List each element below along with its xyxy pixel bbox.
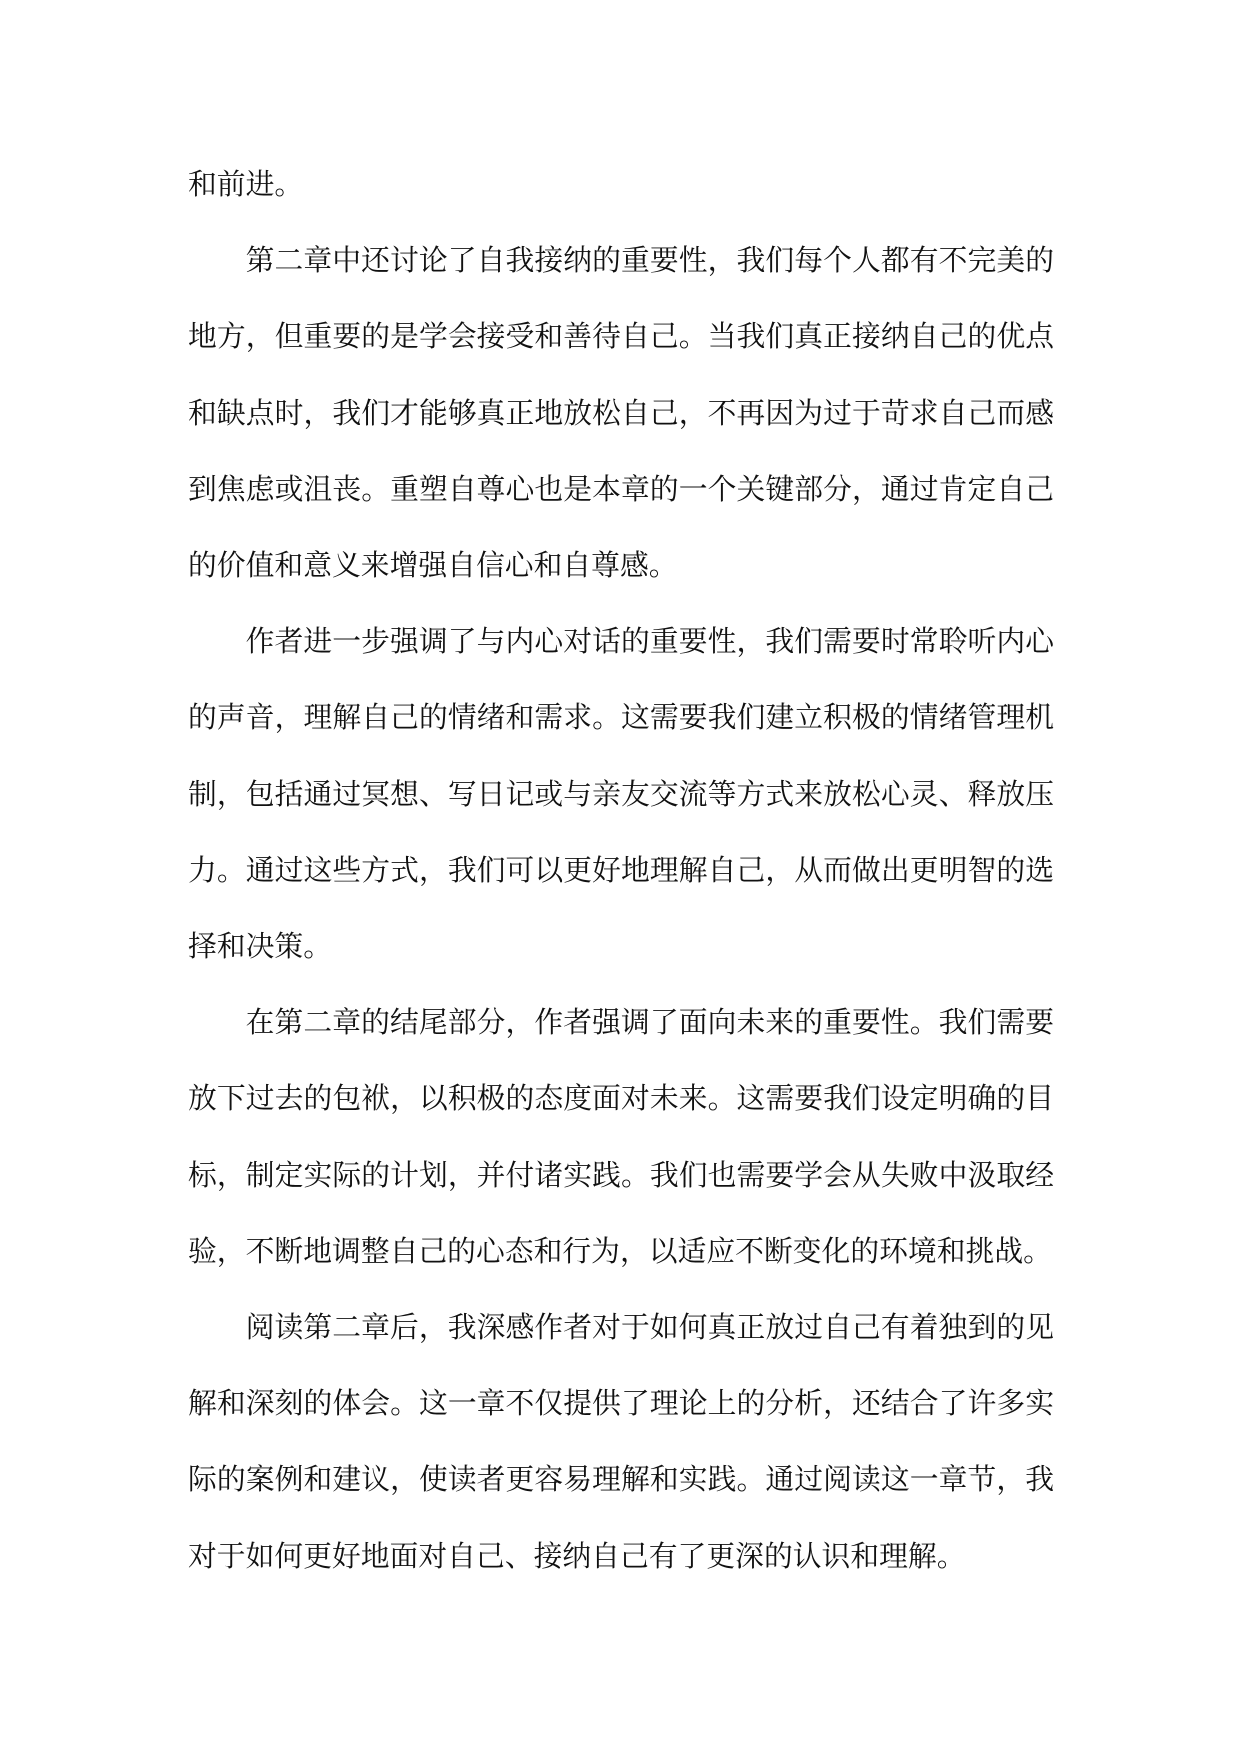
paragraph-continuation: 和前进。	[188, 167, 304, 201]
paragraph-facing-future: 在第二章的结尾部分，作者强调了面向未来的重要性。我们需要放下过去的包袱，以积极的态度面对未来。这需要我们设定明确的目标，制定实际的计划，并付诸实践。我们也需要学会从失败中汲取经验，不断地调整自己的心态和行为，以适应不断变化的环境和挑战。	[188, 1005, 1054, 1268]
document-body	[188, 146, 1054, 1594]
paragraph-reflection: 阅读第二章后，我深感作者对于如何真正放过自己有着独到的见解和深刻的体会。这一章不仅提供了理论上的分析，还结合了许多实际的案例和建议，使读者更容易理解和实践。通过阅读这一章节，我对于如何更好地面对自己、接纳自己有了更深的认识和理解。	[188, 1310, 1054, 1573]
paragraph-inner-dialogue: 作者进一步强调了与内心对话的重要性，我们需要时常聆听内心的声音，理解自己的情绪和需求。这需要我们建立积极的情绪管理机制，包括通过冥想、写日记或与亲友交流等方式来放松心灵、释放压力。通过这些方式，我们可以更好地理解自己，从而做出更明智的选择和决策。	[188, 624, 1054, 964]
paragraph-self-acceptance: 第二章中还讨论了自我接纳的重要性，我们每个人都有不完美的地方，但重要的是学会接受和善待自己。当我们真正接纳自己的优点和缺点时，我们才能够真正地放松自己，不再因为过于苛求自己而感到焦虑或沮丧。重塑自尊心也是本章的一个关键部分，通过肯定自己的价值和意义来增强自信心和自尊感。	[188, 243, 1054, 583]
